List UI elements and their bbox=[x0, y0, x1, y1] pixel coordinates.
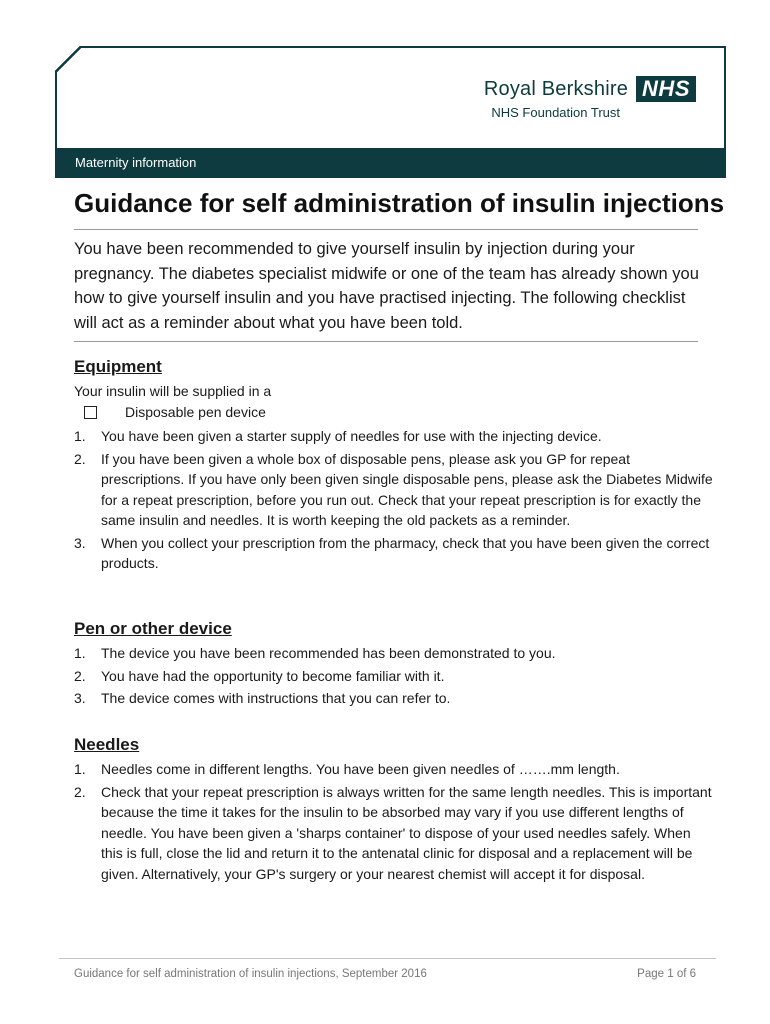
list-item-text: You have been given a starter supply of needles for use with the injecting device. bbox=[101, 428, 602, 444]
page-title: Guidance for self administration of insulin injections bbox=[74, 188, 725, 218]
list-item-text: Check that your repeat prescription is always written for the same length needles. This is important because the time it takes for the insulin to be absorbed may vary if you use different lengths of needle. You have been given a 'sharps container' to dispose of your used needles safely. When this is full, close the lid and return it to the antenatal clinic for disposal and a replacement will be given. Alternatively, your GP's surgery or your nearest chemist will accept it for disposal. bbox=[101, 783, 712, 882]
list-item-number: 1. bbox=[74, 761, 86, 777]
list-item bbox=[74, 449, 714, 531]
divider bbox=[74, 341, 698, 342]
checkbox[interactable] bbox=[84, 406, 97, 419]
list-item bbox=[74, 426, 714, 447]
divider bbox=[74, 229, 698, 230]
trust-subtitle: NHS Foundation Trust bbox=[491, 105, 620, 120]
list-item-number: 3. bbox=[74, 690, 86, 706]
brand-block bbox=[484, 76, 696, 120]
list-item bbox=[74, 533, 714, 574]
equipment-lead: Your insulin will be supplied in a bbox=[74, 383, 272, 399]
needles-list bbox=[74, 759, 714, 886]
list-item-number: 3. bbox=[74, 534, 86, 551]
list-item-number: 2. bbox=[74, 450, 86, 467]
section-heading-equipment: Equipment bbox=[74, 357, 162, 376]
section-heading-needles: Needles bbox=[74, 735, 140, 754]
banner: Maternity information bbox=[55, 148, 726, 178]
equipment-list bbox=[74, 426, 714, 576]
list-item bbox=[74, 666, 714, 687]
list-item bbox=[74, 782, 714, 885]
list-item bbox=[74, 688, 714, 709]
list-item-number: 2. bbox=[74, 783, 86, 800]
list-item-number: 2. bbox=[74, 667, 86, 684]
checkbox-row bbox=[84, 404, 266, 420]
list-item-text: When you collect your prescription from the pharmacy, check that you have been given the correct products. bbox=[101, 534, 710, 571]
list-item-number: 1. bbox=[74, 428, 86, 444]
list-item bbox=[74, 643, 714, 664]
list-item bbox=[74, 759, 714, 780]
intro-paragraph: You have been recommended to give yourself insulin by injection during your pregnancy. The diabetes specialist midwife or one of the team has already shown you how to give yourself insulin and you have practised injecting. The following checklist will act as a reminder about what you have been told. bbox=[74, 240, 699, 332]
list-item-text: The device you have been recommended has been demonstrated to you. bbox=[101, 645, 556, 661]
page-number: Page 1 of 6 bbox=[637, 968, 696, 980]
section-heading-pen: Pen or other device bbox=[74, 619, 232, 638]
list-item-text: Needles come in different lengths. You have been given needles of …….mm length. bbox=[101, 761, 620, 777]
pen-list bbox=[74, 643, 714, 711]
list-item-text: The device comes with instructions that you can refer to. bbox=[101, 690, 451, 706]
header-corner bbox=[55, 46, 81, 72]
trust-name: Royal Berkshire bbox=[483, 77, 629, 100]
list-item-text: You have had the opportunity to become familiar with it. bbox=[101, 667, 445, 684]
list-item-text: If you have been given a whole box of disposable pens, please ask you GP for repeat prescriptions. If you have only been given single disposable pens, please ask the Diabetes Midwife for a repeat prescription, before you run out. Check that your repeat prescription is for exactly the same insulin and needles. It is worth keeping the old packets as a reminder. bbox=[101, 450, 713, 528]
list-item-number: 1. bbox=[74, 645, 86, 661]
footer-title: Guidance for self administration of insulin injections, September 2016 bbox=[74, 968, 427, 980]
footer-divider bbox=[59, 958, 716, 959]
checkbox-label: Disposable pen device bbox=[125, 404, 266, 420]
nhs-logo: NHS bbox=[636, 76, 696, 102]
